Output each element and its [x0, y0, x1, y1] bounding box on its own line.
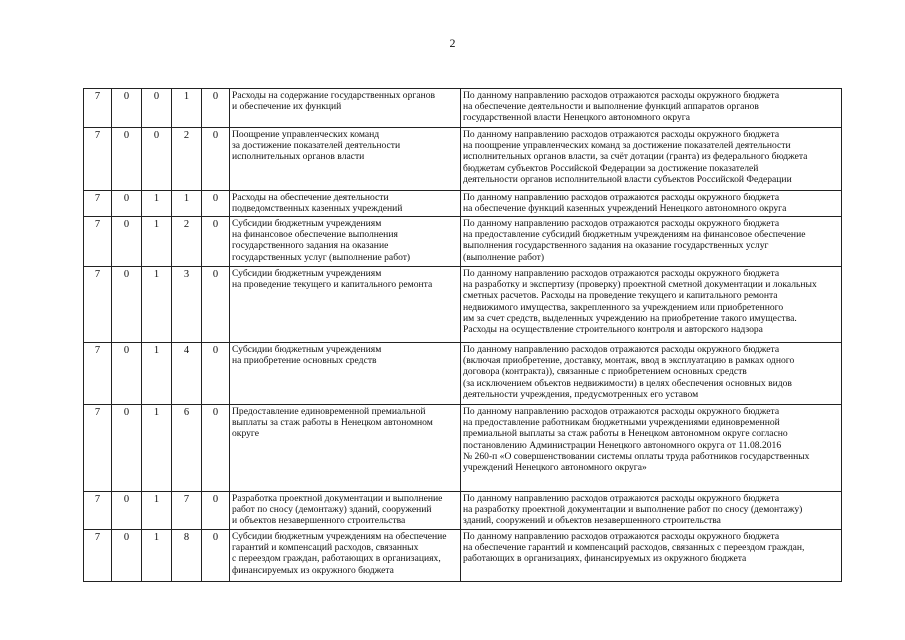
expense-name: Поощрение управленческих команд за достижение показателей деятельности исполнительных органов власти	[230, 128, 461, 191]
code-digit-1: 7	[84, 343, 112, 405]
table-body	[84, 89, 842, 582]
page-number: 2	[449, 36, 456, 50]
code-digit-3: 1	[142, 343, 172, 405]
code-digit-2: 0	[112, 128, 142, 191]
expense-name: Субсидии бюджетным учреждениям на приобретение основных средств	[230, 343, 461, 405]
expense-description: По данному направлению расходов отражаются расходы окружного бюджета (включая приобретение, доставку, монтаж, ввод в эксплуатацию в рамках одного договора (контракта)), связанные с приобретением основных средств (за исключением объектов недвижимости) в целях обеспечения основных видов деятельности учреждения, предусмотренных его уставом	[461, 343, 842, 405]
code-digit-3: 1	[142, 530, 172, 582]
code-digit-1: 7	[84, 405, 112, 492]
table-row	[84, 405, 842, 492]
table-row	[84, 191, 842, 217]
code-digit-1: 7	[84, 191, 112, 217]
code-digit-1: 7	[84, 492, 112, 530]
expense-name: Расходы на содержание государственных органов и обеспечение их функций	[230, 89, 461, 128]
code-digit-4: 6	[172, 405, 202, 492]
code-digit-5: 0	[202, 530, 230, 582]
code-digit-5: 0	[202, 128, 230, 191]
code-digit-4: 4	[172, 343, 202, 405]
code-digit-5: 0	[202, 405, 230, 492]
table-row	[84, 267, 842, 343]
expense-description: По данному направлению расходов отражаются расходы окружного бюджета на разработку и экспертизу (проверку) проектной сметной документации и локальных сметных расчетов. Расходы на проведение текущего и капитального ремонта недвижимого имущества, закрепленного за учреждением или приобретенного им за счет средств, выделенных учреждению на приобретение такого имущества. Расходы на осуществление строительного контроля и авторского надзора	[461, 267, 842, 343]
code-digit-1: 7	[84, 128, 112, 191]
table-row	[84, 492, 842, 530]
table-row	[84, 343, 842, 405]
code-digit-1: 7	[84, 89, 112, 128]
code-digit-4: 1	[172, 191, 202, 217]
code-digit-2: 0	[112, 492, 142, 530]
code-digit-5: 0	[202, 217, 230, 267]
code-digit-2: 0	[112, 343, 142, 405]
expense-description: По данному направлению расходов отражаются расходы окружного бюджета на обеспечение гарантий и компенсаций расходов, связанных с переездом граждан, работающих в организациях, финансируемых из окружного бюджета	[461, 530, 842, 582]
code-digit-5: 0	[202, 267, 230, 343]
code-digit-1: 7	[84, 267, 112, 343]
code-digit-2: 0	[112, 267, 142, 343]
expense-description: По данному направлению расходов отражаются расходы окружного бюджета на предоставление субсидий бюджетным учреждениям на финансовое обеспечение выполнения государственного задания на оказание государственных услуг (выполнение работ)	[461, 217, 842, 267]
expense-name: Субсидии бюджетным учреждениям на проведение текущего и капитального ремонта	[230, 267, 461, 343]
code-digit-2: 0	[112, 530, 142, 582]
code-digit-3: 1	[142, 191, 172, 217]
code-digit-3: 1	[142, 405, 172, 492]
code-digit-5: 0	[202, 89, 230, 128]
expense-description: По данному направлению расходов отражаются расходы окружного бюджета на разработку проектной документации и выполнение работ по сносу (демонтажу) зданий, сооружений и объектов незавершенного строительства	[461, 492, 842, 530]
code-digit-4: 2	[172, 217, 202, 267]
expense-name: Субсидии бюджетным учреждениям на обеспечение гарантий и компенсаций расходов, связанных с переездом граждан, работающих в организациях, финансируемых из окружного бюджета	[230, 530, 461, 582]
code-digit-3: 1	[142, 217, 172, 267]
code-digit-5: 0	[202, 492, 230, 530]
code-digit-1: 7	[84, 530, 112, 582]
code-digit-3: 0	[142, 128, 172, 191]
code-digit-2: 0	[112, 191, 142, 217]
expense-name: Расходы на обеспечение деятельности подведомственных казенных учреждений	[230, 191, 461, 217]
table-row	[84, 217, 842, 267]
expense-description: По данному направлению расходов отражаются расходы окружного бюджета на обеспечение функций казенных учреждений Ненецкого автономного округа	[461, 191, 842, 217]
code-digit-2: 0	[112, 217, 142, 267]
code-digit-2: 0	[112, 405, 142, 492]
code-digit-4: 2	[172, 128, 202, 191]
budget-codes-table	[83, 88, 842, 582]
code-digit-4: 3	[172, 267, 202, 343]
code-digit-4: 1	[172, 89, 202, 128]
table-row	[84, 530, 842, 582]
expense-name: Субсидии бюджетным учреждениям на финансовое обеспечение выполнения государственного задания на оказание государственных услуг (выполнение работ)	[230, 217, 461, 267]
code-digit-3: 1	[142, 492, 172, 530]
expense-description: По данному направлению расходов отражаются расходы окружного бюджета на предоставление работникам бюджетными учреждениями единовременной премиальной выплаты за стаж работы в Ненецком автономном округе согласно постановлению Администрации Ненецкого автономного округа от 11.08.2016 № 260-п «О совершенствовании системы оплаты труда работников государственных учреждений Ненецкого автономного округа»	[461, 405, 842, 492]
code-digit-3: 1	[142, 267, 172, 343]
code-digit-2: 0	[112, 89, 142, 128]
expense-name: Разработка проектной документации и выполнение работ по сносу (демонтажу) зданий, сооружений и объектов незавершенного строительства	[230, 492, 461, 530]
code-digit-5: 0	[202, 191, 230, 217]
code-digit-5: 0	[202, 343, 230, 405]
code-digit-1: 7	[84, 217, 112, 267]
code-digit-4: 7	[172, 492, 202, 530]
expense-description: По данному направлению расходов отражаются расходы окружного бюджета на обеспечение деятельности и выполнение функций аппаратов органов государственной власти Ненецкого автономного округа	[461, 89, 842, 128]
table-row	[84, 128, 842, 191]
table-row	[84, 89, 842, 128]
expense-description: По данному направлению расходов отражаются расходы окружного бюджета на поощрение управленческих команд за достижение показателей деятельности исполнительных органов власти, за счёт дотации (гранта) из федерального бюджета бюджетам субъектов Российской Федерации за достижение показателей деятельности органов исполнительной власти субъектов Российской Федерации	[461, 128, 842, 191]
expense-name: Предоставление единовременной премиальной выплаты за стаж работы в Ненецком автономном округе	[230, 405, 461, 492]
code-digit-3: 0	[142, 89, 172, 128]
code-digit-4: 8	[172, 530, 202, 582]
